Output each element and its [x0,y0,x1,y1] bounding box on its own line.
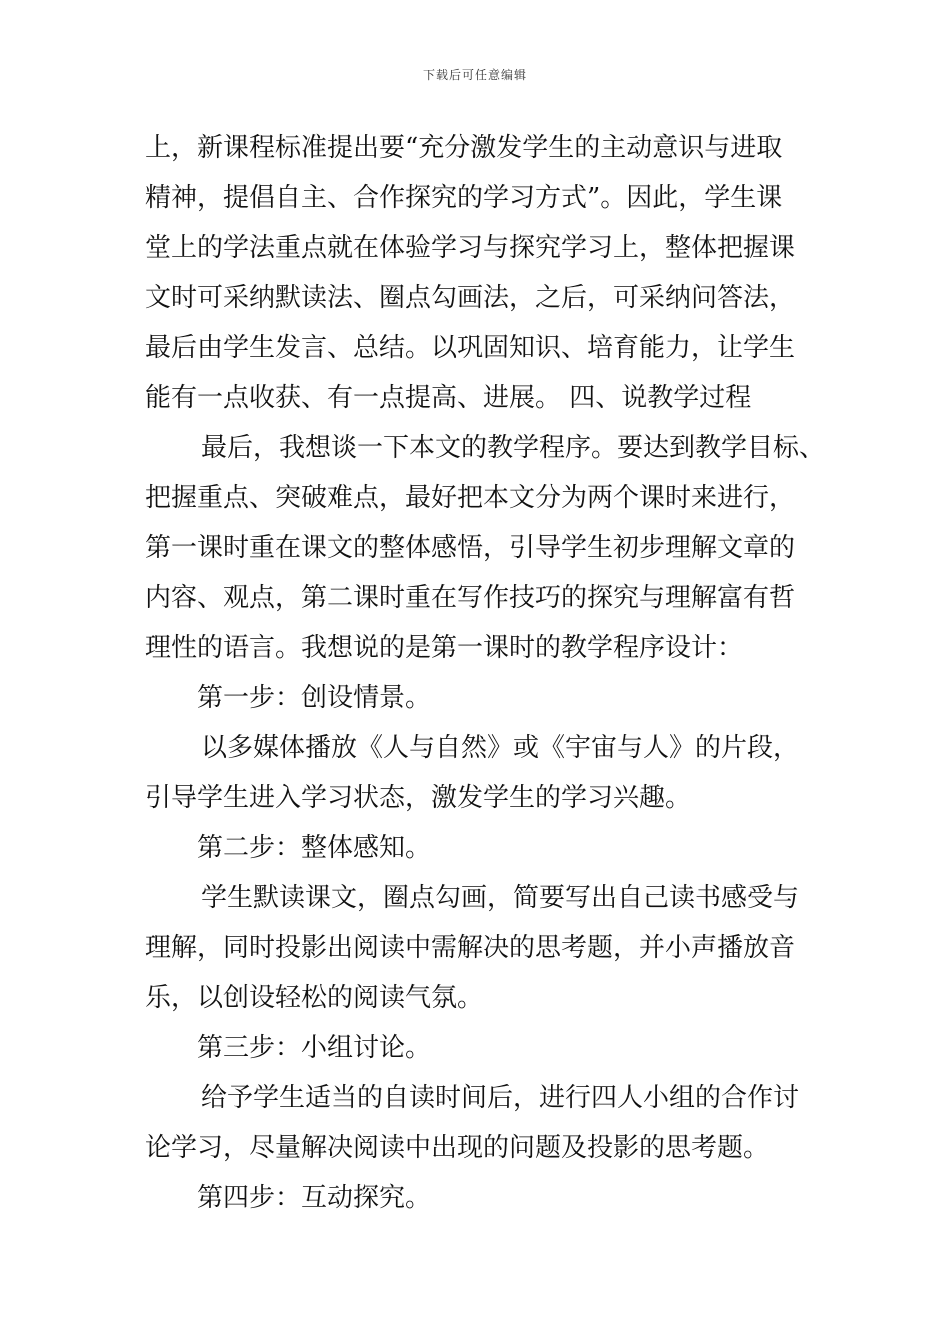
text-line: 以多媒体播放《人与自然》或《宇宙与人》的片段， [201,733,800,763]
text-line: 理解，同时投影出阅读中需解决的思考题，并小声播放音 [145,933,796,963]
text-line: 学生默读课文，圈点勾画，简要写出自己读书感受与 [201,883,800,913]
text-line: 内容、观点，第二课时重在写作技巧的探究与理解富有哲 [145,583,796,613]
text-line: 最后，我想谈一下本文的教学程序。要达到教学目标、 [201,433,826,463]
text-line: 乐，以创设轻松的阅读气氛。 [145,983,484,1013]
text-line: 最后由学生发言、总结。以巩固知识、培育能力，让学生 [145,333,796,363]
text-line: 引导学生进入学习状态，激发学生的学习兴趣。 [145,783,692,813]
text-line: 上，新课程标准提出要“充分激发学生的主动意识与进取 [145,133,783,163]
text-line: 第二步：整体感知。 [197,833,432,863]
text-line: 堂上的学法重点就在体验学习与探究学习上，整体把握课 [145,233,796,263]
text-line: 第一课时重在课文的整体感悟，引导学生初步理解文章的 [145,533,796,563]
text-line: 文时可采纳默读法、圈点勾画法，之后，可采纳问答法， [145,283,796,313]
page-header: 下载后可任意编辑 [422,68,527,82]
text-line: 精神，提倡自主、合作探究的学习方式”。因此，学生课 [145,183,783,213]
text-line: 给予学生适当的自读时间后，进行四人小组的合作讨 [201,1083,800,1113]
text-line: 第一步：创设情景。 [197,683,432,713]
text-line: 第三步：小组讨论。 [197,1033,432,1063]
text-line: 论学习，尽量解决阅读中出现的问题及投影的思考题。 [145,1133,770,1163]
text-line: 理性的语言。我想说的是第一课时的教学程序设计： [145,633,744,663]
text-line: 能有一点收获、有一点提高、进展。 四、说教学过程 [145,383,752,413]
text-line: 把握重点、突破难点，最好把本文分为两个课时来进行， [145,483,796,513]
text-line: 第四步：互动探究。 [197,1183,432,1213]
